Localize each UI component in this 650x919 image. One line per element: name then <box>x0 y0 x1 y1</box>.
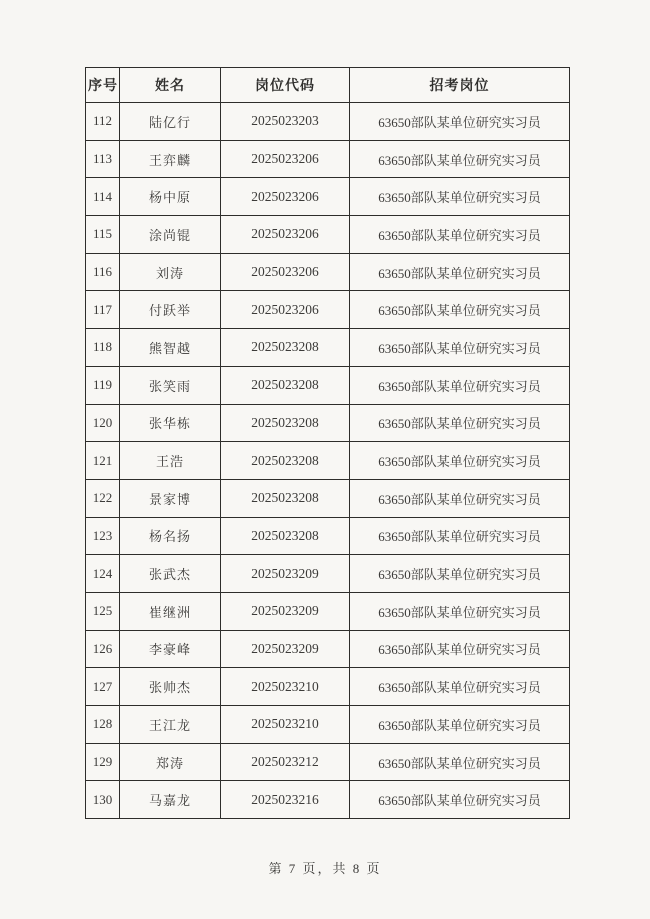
cell-position-code: 2025023206 <box>221 140 350 178</box>
cell-position-code: 2025023208 <box>221 366 350 404</box>
cell-position-code: 2025023206 <box>221 216 350 254</box>
cell-name: 张武杰 <box>120 555 221 593</box>
cell-position-code: 2025023212 <box>221 743 350 781</box>
cell-position-code: 2025023208 <box>221 479 350 517</box>
cell-recruitment-position: 63650部队某单位研究实习员 <box>350 103 570 141</box>
cell-serial-number: 124 <box>86 555 120 593</box>
table-row <box>86 329 570 367</box>
table-row <box>86 291 570 329</box>
cell-serial-number: 128 <box>86 706 120 744</box>
cell-serial-number: 115 <box>86 216 120 254</box>
recruitment-roster-table <box>85 67 570 819</box>
cell-serial-number: 123 <box>86 517 120 555</box>
cell-recruitment-position: 63650部队某单位研究实习员 <box>350 140 570 178</box>
cell-name: 马嘉龙 <box>120 781 221 819</box>
table-row <box>86 404 570 442</box>
cell-recruitment-position: 63650部队某单位研究实习员 <box>350 555 570 593</box>
cell-serial-number: 117 <box>86 291 120 329</box>
cell-position-code: 2025023208 <box>221 517 350 555</box>
cell-name: 崔继洲 <box>120 592 221 630</box>
cell-position-code: 2025023208 <box>221 404 350 442</box>
table-row <box>86 140 570 178</box>
cell-serial-number: 118 <box>86 329 120 367</box>
cell-name: 张华栋 <box>120 404 221 442</box>
table-row <box>86 555 570 593</box>
table-row <box>86 366 570 404</box>
cell-serial-number: 122 <box>86 479 120 517</box>
table-row <box>86 592 570 630</box>
cell-name: 刘涛 <box>120 253 221 291</box>
cell-name: 王弈麟 <box>120 140 221 178</box>
cell-serial-number: 120 <box>86 404 120 442</box>
table-row <box>86 781 570 819</box>
cell-position-code: 2025023208 <box>221 442 350 480</box>
cell-name: 景家博 <box>120 479 221 517</box>
table-header-row <box>86 68 570 103</box>
table-row <box>86 253 570 291</box>
cell-recruitment-position: 63650部队某单位研究实习员 <box>350 592 570 630</box>
cell-name: 李豪峰 <box>120 630 221 668</box>
table-row <box>86 479 570 517</box>
cell-recruitment-position: 63650部队某单位研究实习员 <box>350 216 570 254</box>
cell-recruitment-position: 63650部队某单位研究实习员 <box>350 404 570 442</box>
cell-serial-number: 126 <box>86 630 120 668</box>
cell-name: 张帅杰 <box>120 668 221 706</box>
cell-serial-number: 116 <box>86 253 120 291</box>
cell-recruitment-position: 63650部队某单位研究实习员 <box>350 253 570 291</box>
cell-position-code: 2025023206 <box>221 178 350 216</box>
cell-position-code: 2025023208 <box>221 329 350 367</box>
table-row <box>86 668 570 706</box>
header-position-code: 岗位代码 <box>221 68 350 103</box>
table-row <box>86 630 570 668</box>
cell-position-code: 2025023206 <box>221 291 350 329</box>
cell-recruitment-position: 63650部队某单位研究实习员 <box>350 781 570 819</box>
cell-position-code: 2025023210 <box>221 706 350 744</box>
table-row <box>86 706 570 744</box>
cell-position-code: 2025023210 <box>221 668 350 706</box>
cell-recruitment-position: 63650部队某单位研究实习员 <box>350 668 570 706</box>
table-row <box>86 442 570 480</box>
table-row <box>86 178 570 216</box>
header-name: 姓名 <box>120 68 221 103</box>
cell-name: 涂尚锟 <box>120 216 221 254</box>
cell-name: 王浩 <box>120 442 221 480</box>
cell-recruitment-position: 63650部队某单位研究实习员 <box>350 479 570 517</box>
cell-recruitment-position: 63650部队某单位研究实习员 <box>350 442 570 480</box>
cell-name: 杨中原 <box>120 178 221 216</box>
cell-name: 陆亿行 <box>120 103 221 141</box>
cell-recruitment-position: 63650部队某单位研究实习员 <box>350 517 570 555</box>
cell-serial-number: 114 <box>86 178 120 216</box>
cell-name: 郑涛 <box>120 743 221 781</box>
cell-position-code: 2025023209 <box>221 555 350 593</box>
cell-recruitment-position: 63650部队某单位研究实习员 <box>350 630 570 668</box>
table-row <box>86 743 570 781</box>
cell-position-code: 2025023203 <box>221 103 350 141</box>
cell-recruitment-position: 63650部队某单位研究实习员 <box>350 291 570 329</box>
header-recruitment-position: 招考岗位 <box>350 68 570 103</box>
cell-position-code: 2025023216 <box>221 781 350 819</box>
cell-name: 张笑雨 <box>120 366 221 404</box>
page-number-footer: 第 7 页，共 8 页 <box>268 861 382 876</box>
cell-recruitment-position: 63650部队某单位研究实习员 <box>350 178 570 216</box>
table-row <box>86 103 570 141</box>
cell-recruitment-position: 63650部队某单位研究实习员 <box>350 366 570 404</box>
table-row <box>86 216 570 254</box>
cell-serial-number: 125 <box>86 592 120 630</box>
header-serial-number: 序号 <box>86 68 120 103</box>
cell-position-code: 2025023209 <box>221 592 350 630</box>
cell-name: 熊智越 <box>120 329 221 367</box>
cell-name: 杨名扬 <box>120 517 221 555</box>
cell-position-code: 2025023209 <box>221 630 350 668</box>
cell-position-code: 2025023206 <box>221 253 350 291</box>
cell-name: 付跃举 <box>120 291 221 329</box>
cell-recruitment-position: 63650部队某单位研究实习员 <box>350 329 570 367</box>
cell-recruitment-position: 63650部队某单位研究实习员 <box>350 743 570 781</box>
table-body <box>86 103 570 819</box>
cell-serial-number: 112 <box>86 103 120 141</box>
cell-recruitment-position: 63650部队某单位研究实习员 <box>350 706 570 744</box>
cell-serial-number: 127 <box>86 668 120 706</box>
cell-serial-number: 113 <box>86 140 120 178</box>
cell-serial-number: 121 <box>86 442 120 480</box>
cell-serial-number: 119 <box>86 366 120 404</box>
cell-serial-number: 130 <box>86 781 120 819</box>
cell-serial-number: 129 <box>86 743 120 781</box>
table-row <box>86 517 570 555</box>
cell-name: 王江龙 <box>120 706 221 744</box>
